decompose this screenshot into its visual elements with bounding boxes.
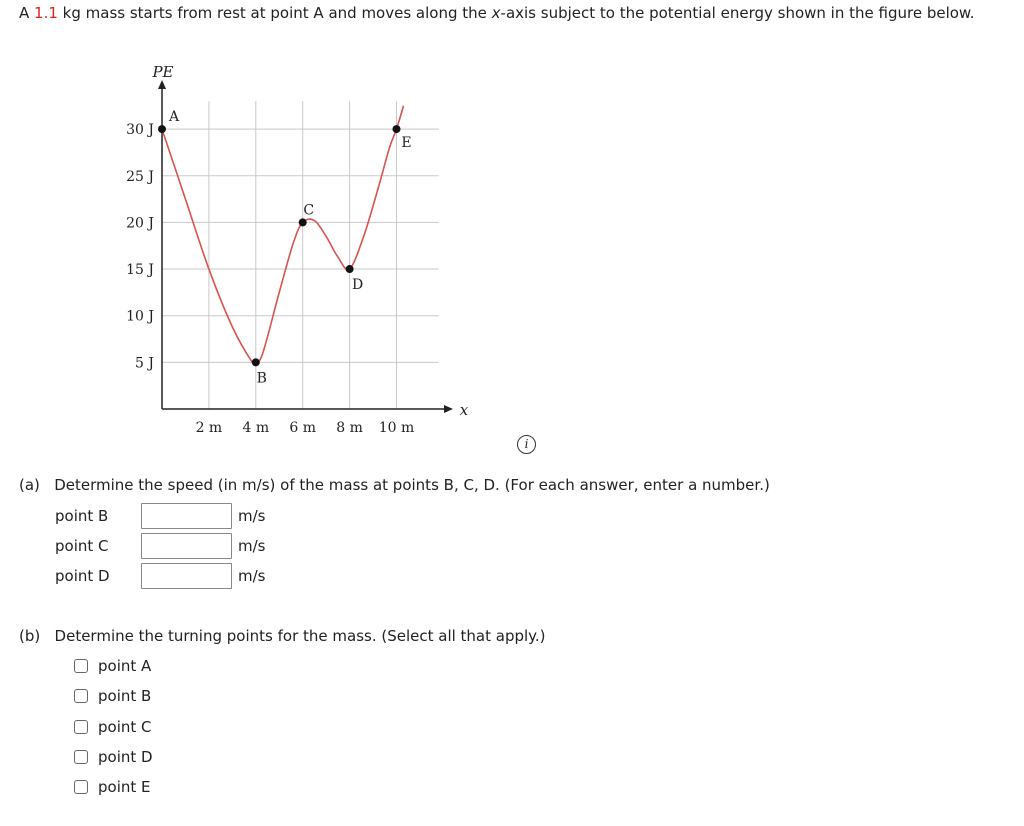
checkbox-e[interactable] <box>74 780 88 794</box>
x-tick-label: 4 m <box>242 420 270 436</box>
speed-label-b: point B <box>55 507 109 525</box>
info-icon[interactable]: i <box>517 435 536 454</box>
part-a-prompt <box>19 476 770 494</box>
turning-option-c-label: point C <box>98 718 152 736</box>
part-b-prompt <box>19 627 546 645</box>
turning-option-a-label: point A <box>98 657 152 675</box>
speed-label-c: point C <box>55 537 109 555</box>
problem-statement <box>19 4 975 22</box>
point-d-label: D <box>351 277 364 294</box>
part-b-letter: (b) <box>19 627 41 645</box>
checkbox-a[interactable] <box>74 659 88 673</box>
intro-pre: A <box>19 4 35 22</box>
turning-option-e-label: point E <box>98 778 151 796</box>
y-tick-label: 15 J <box>126 262 154 279</box>
part-a-text: Determine the speed (in m/s) of the mass at points B, C, D. (For each answer, enter a number.) <box>54 476 770 494</box>
speed-unit-d: m/s <box>238 567 266 585</box>
point-e-label: E <box>401 135 412 152</box>
checkbox-d[interactable] <box>74 750 88 764</box>
part-b-text: Determine the turning points for the mass. (Select all that apply.) <box>54 627 546 645</box>
intro-post: -axis subject to the potential energy shown in the figure below. <box>500 4 975 22</box>
x-tick-label: 8 m <box>336 420 363 436</box>
speed-unit-b: m/s <box>238 507 266 525</box>
point-a-label: A <box>168 109 180 126</box>
speed-input-c[interactable] <box>141 533 232 559</box>
checkbox-c[interactable] <box>74 720 88 734</box>
mass-value: 1.1 <box>34 4 58 22</box>
speed-input-d[interactable] <box>141 563 232 589</box>
y-tick-label: 20 J <box>126 215 154 232</box>
turning-option-b-label: point B <box>98 687 152 705</box>
pe-curve <box>162 106 404 364</box>
x-tick-label: 2 m <box>195 420 223 436</box>
point-e-marker <box>393 125 401 133</box>
x-axis-arrow <box>444 405 453 413</box>
point-a-marker <box>158 125 166 133</box>
y-tick-label: 5 J <box>135 355 154 372</box>
checkbox-b[interactable] <box>74 689 88 703</box>
point-d-marker <box>346 265 354 273</box>
x-tick-label: 6 m <box>289 420 317 436</box>
point-c-marker <box>299 218 307 226</box>
y-tick-label: 25 J <box>126 168 154 185</box>
y-tick-label: 10 J <box>126 308 154 325</box>
tick-labels <box>126 122 414 436</box>
point-b-label: B <box>256 370 267 387</box>
y-axis-arrow <box>158 80 166 89</box>
intro-var: x <box>491 4 501 22</box>
y-tick-label: 30 J <box>126 122 154 139</box>
turning-option-d-label: point D <box>98 748 153 766</box>
potential-energy-chart <box>95 55 495 445</box>
speed-input-b[interactable] <box>141 503 232 529</box>
labeled-points <box>158 109 412 386</box>
speed-label-d: point D <box>55 567 110 585</box>
part-a-letter: (a) <box>19 476 40 494</box>
intro-mid: kg mass starts from rest at point A and moves along the <box>57 4 492 22</box>
x-tick-label: 10 m <box>378 420 415 436</box>
speed-unit-c: m/s <box>238 537 266 555</box>
x-axis-label: x <box>459 401 469 419</box>
point-c-label: C <box>303 202 315 219</box>
y-axis-label: PE <box>152 63 174 81</box>
point-b-marker <box>252 358 260 366</box>
